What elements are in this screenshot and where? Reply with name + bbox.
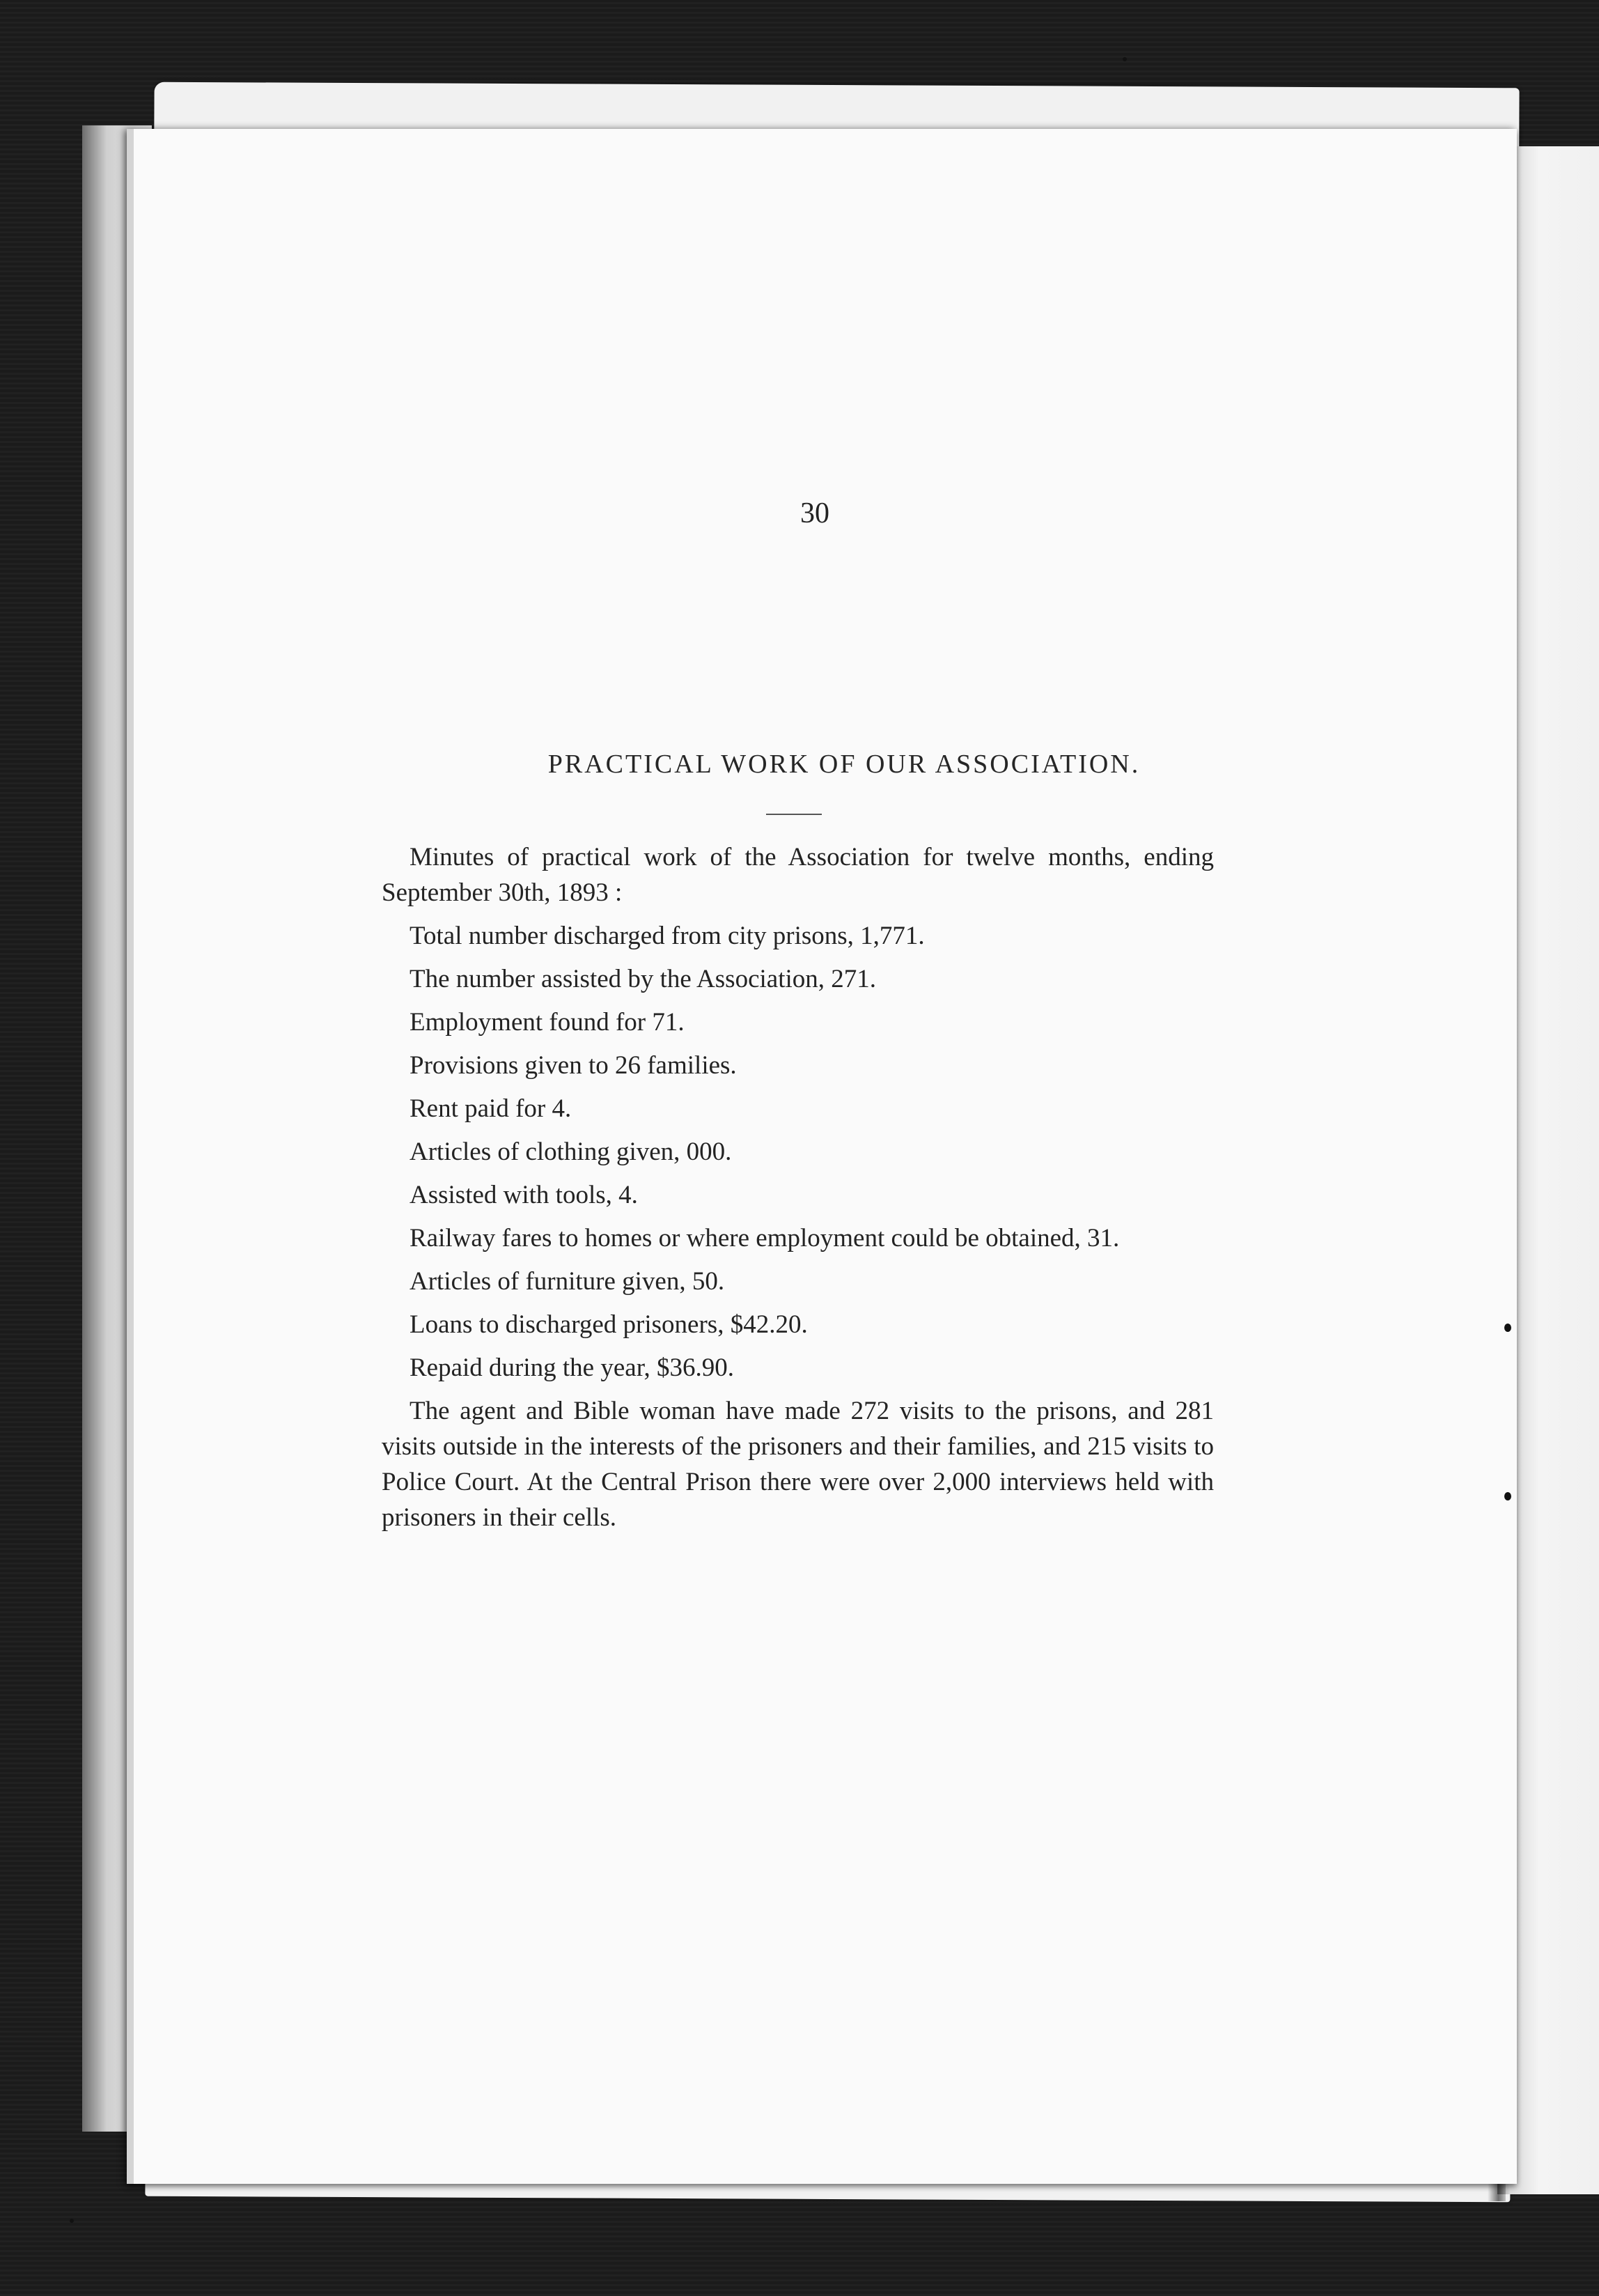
dust-speck <box>1504 1324 1511 1332</box>
scanned-page <box>127 129 1517 2184</box>
list-item: Articles of clothing given, 000. <box>410 1138 732 1166</box>
list-item: The number assisted by the Association, 271. <box>410 965 877 993</box>
list-item: Provisions given to 26 families. <box>410 1051 737 1080</box>
list-item: Repaid during the year, $36.90. <box>410 1353 735 1382</box>
list-item: Loans to discharged prisoners, $42.20. <box>410 1310 808 1339</box>
list-item: Total number discharged from city prisons, 1,771. <box>410 922 925 950</box>
list-item: Assisted with tools, 4. <box>410 1181 638 1209</box>
dust-speck <box>70 2219 74 2223</box>
page-heading: PRACTICAL WORK OF OUR ASSOCIATION. <box>547 750 1141 779</box>
list-item: Employment found for 71. <box>410 1008 685 1037</box>
dust-speck <box>1504 1492 1511 1500</box>
intro-paragraph: Minutes of practical work of the Association for twelve months, ending September 30th, 1893 : <box>382 843 1214 907</box>
list-item: Railway fares to homes or where employment could be obtained, 31. <box>410 1224 1120 1252</box>
page-number: 30 <box>800 497 829 529</box>
body-text <box>382 839 1214 1543</box>
list-item: Rent paid for 4. <box>410 1094 572 1123</box>
heading-rule <box>766 814 822 815</box>
dust-speck <box>1123 57 1127 61</box>
closing-paragraph: The agent and Bible woman have made 272 visits to the prisons, and 281 visits outside in the interests of the prisoners and their families, and 215 visits to Police Court. At the Central Prison there were over 2,000 interviews held with prisoners in their cells. <box>382 1397 1214 1532</box>
list-item: Articles of furniture given, 50. <box>410 1267 725 1296</box>
